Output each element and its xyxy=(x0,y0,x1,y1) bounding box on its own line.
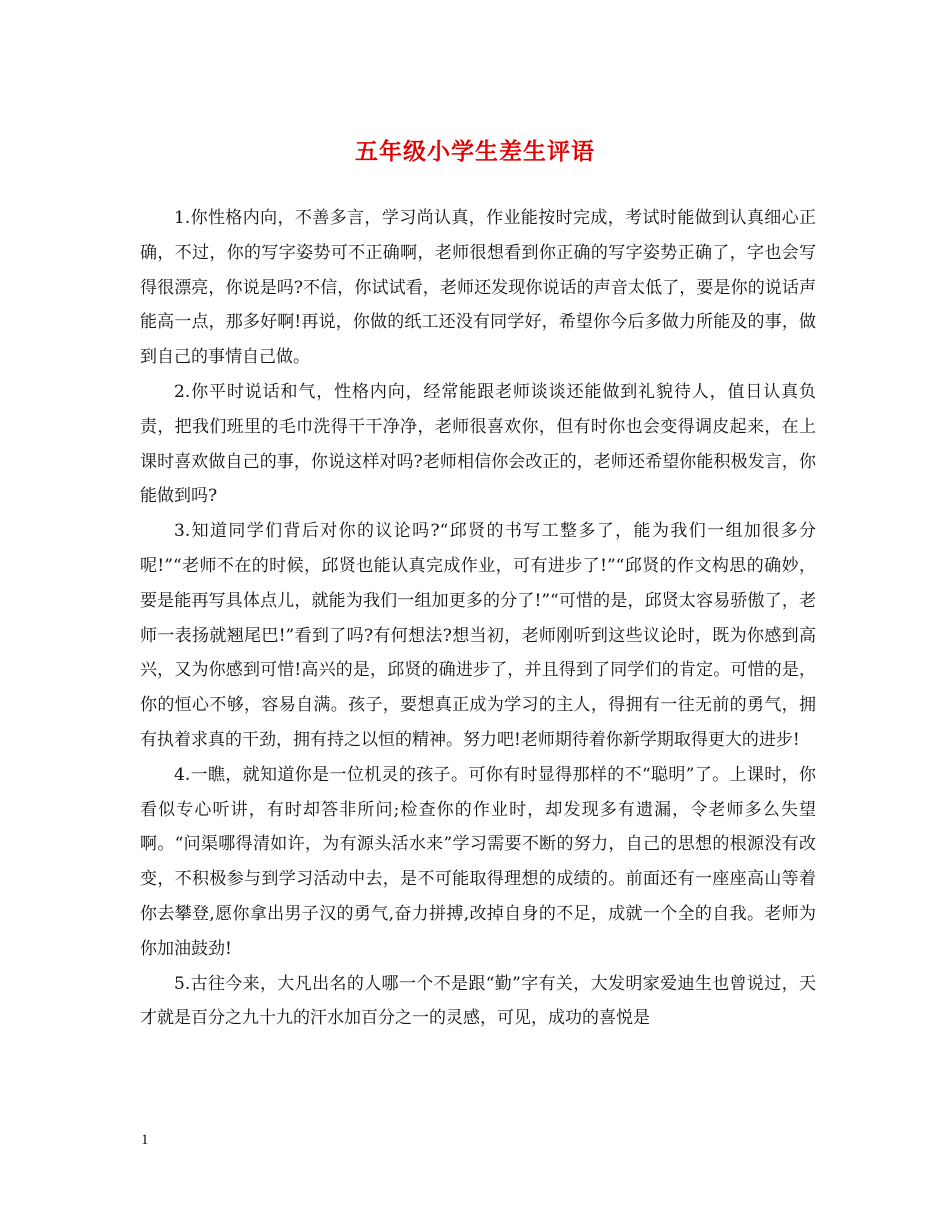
document-title: 五年级小学生差生评语 xyxy=(355,138,595,165)
document-body xyxy=(140,201,816,1036)
comment-paragraph-1: 1.你性格内向，不善多言，学习尚认真，作业能按时完成，考试时能做到认真细心正确，不过，你的写字姿势可不正确啊，老师很想看到你正确的写字姿势正确了，字也会写得很漂亮，你说是吗?不信，你试试看，老师还发现你说话的声音太低了，要是你的说话声能高一点，那多好啊!再说，你做的纸工还没有同学好，希望你今后多做力所能及的事，做到自己的事情自己做。 xyxy=(140,208,816,368)
comment-paragraph-5: 5.古往今来，大凡出名的人哪一个不是跟“勤”字有关，大发明家爱迪生也曾说过，天才就是百分之九十九的汗水加百分之一的灵感，可见，成功的喜悦是 xyxy=(140,973,816,1029)
page-number: 1 xyxy=(141,1132,149,1148)
comment-paragraph-4: 4.一瞧，就知道你是一位机灵的孩子。可你有时显得那样的不“聪明”了。上课时，你看似专心听讲，有时却答非所问;检查你的作业时，却发现多有遗漏，令老师多么失望啊。“问渠哪得清如许，为有源头活水来”学习需要不断的努力，自己的思想的根源没有改变，不积极参与到学习活动中去，是不可能取得理想的成绩的。前面还有一座座高山等着你去攀登,愿你拿出男子汉的勇气,奋力拼搏,改掉自身的不足，成就一个全的自我。老师为你加油鼓劲! xyxy=(140,764,816,959)
comment-paragraph-2: 2.你平时说话和气，性格内向，经常能跟老师谈谈还能做到礼貌待人，值日认真负责，把我们班里的毛巾洗得干干净净，老师很喜欢你，但有时你也会变得调皮起来，在上课时喜欢做自己的事，你说这样对吗?老师相信你会改正的，老师还希望你能积极发言，你能做到吗? xyxy=(140,381,816,507)
comment-paragraph-3: 3.知道同学们背后对你的议论吗?“邱贤的书写工整多了，能为我们一组加很多分呢!”“老师不在的时候，邱贤也能认真完成作业，可有进步了!”“邱贤的作文构思的确妙，要是能再写具体点儿，就能为我们一组加更多的分了!”“可惜的是，邱贤太容易骄傲了，老师一表扬就翘尾巴!”看到了吗?有何想法?想当初，老师刚听到这些议论时，既为你感到高兴，又为你感到可惜!高兴的是，邱贤的确进步了，并且得到了同学们的肯定。可惜的是，你的恒心不够，容易自满。孩子，要想真正成为学习的主人，得拥有一往无前的勇气，拥有执着求真的干劲，拥有持之以恒的精神。努力吧!老师期待着你新学期取得更大的进步! xyxy=(140,521,816,750)
